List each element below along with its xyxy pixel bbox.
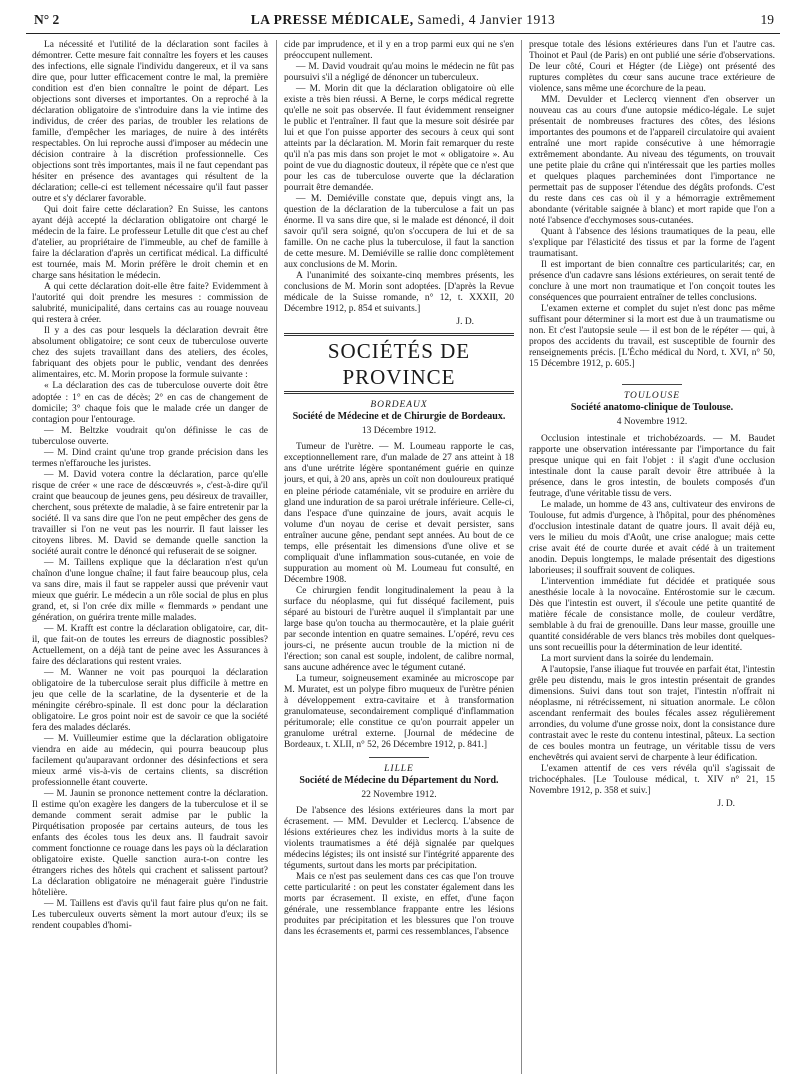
column-1: [32, 40, 268, 1074]
paragraph: Il y a des cas pour lesquels la déclaration devrait être absolument obligatoire; ce sont ceux de tuberculose ouverte chez des sujets travaillant dans des ateliers, des écoles, fabriquant des objets pour le public, vendant des denrées alimentaires, etc. M. Morin propose la formule suivante :: [32, 326, 268, 381]
paragraph: « La déclaration des cas de tuberculose ouverte doit être adoptée : 1° en cas de décès; 2° en cas de changement de domicile; 3° chaque fois que le malade crée un danger de contagion pour l'entourage.: [32, 381, 268, 425]
session-date: 13 Décembre 1912.: [361, 426, 437, 437]
paragraph: cide par imprudence, et il y en a trop parmi eux qui ne s'en préoccupent nullement.: [284, 40, 514, 62]
column-2: [284, 40, 514, 1074]
signature: J. D.: [456, 317, 474, 328]
paragraph: — M. Taillens est d'avis qu'il faut faire plus qu'on ne fait. Les tuberculeux ouverts sèment la mort autour d'eux; ils se rendent coupables d'homi-: [32, 899, 268, 932]
paragraph: — M. David votera contre la déclaration, parce qu'elle risque de créer « une race de déscœuvrés », c'est-à-dire qu'il craint que beaucoup de jeunes gens, peu désireux de travailler, cherchent, sous prétexte de maladie, à se faire entretenir par la société. Il va sans dire que l'on ne peut empêcher des gens de travailler si l'on ne veut pas les nourrir. Il faut laisser les citoyens libres. M. David se demande quelle sanction la société aurait contre le dénoncé qui refuserait de se soigner.: [32, 469, 268, 557]
column-divider: [521, 40, 522, 1074]
page-number: 19: [760, 12, 774, 27]
session-date: 22 Novembre 1912.: [361, 789, 437, 800]
paragraph: De l'absence des lésions extérieures dans la mort par écrasement. — MM. Devulder et Leclercq. L'absence de lésions extérieures chez les individus morts à la suite de violents traumatismes a été déjà signalée par quelques médecins légistes; ils ont insisté sur l'intégrité apparente des téguments, surtout dans les morts par précipitation.: [284, 805, 514, 871]
paragraph: L'intervention immédiate fut décidée et pratiquée sous anesthésie locale à la novocaïne. Entérostomie sur le cæcum. Dès que l'intestin est ouvert, il s'écoule une petite quantité de matière fécale de consistance molle, de couleur verdâtre, semblable à du frai de grenouille. Dans leur masse, grouille une quantité considérable de vers blancs très mobiles dont quelques-uns sont recueillis pour la détermination de leur identité.: [529, 576, 775, 653]
session-date: 4 Novembre 1912.: [616, 417, 688, 428]
paragraph: MM. Devulder et Leclercq viennent d'en observer un nouveau cas au cours d'une autopsie médico-légale. Le sujet présentait de nombreuses fractures des côtes, des lésions importantes des poumons et de l'appareil circulatoire qui avaient entraîné une mort rapide consécutive à une hémorragie extrêmement abondante. Au niveau des téguments, on trouvait une petite plaie du crâne qui n'intéressait que les parties molles et quelques plaques parcheminées dont l'importance ne permettait pas de supposer l'étendue des dégâts profonds. C'est du reste dans ces cas où il y a hémorragie extrêmement abondante (véritable saignée à blanc) et mort rapide que l'on a noté l'absence d'ecchymoses sous-cutanées.: [529, 95, 775, 227]
paragraph: Il est important de bien connaître ces particularités; car, en présence d'un cadavre sans lésions extérieures, on serait tenté de conclure à une mort non traumatique et l'on conçoit toutes les conséquences que pourraient entraîner de telles conclusions.: [529, 260, 775, 304]
paragraph: L'examen externe et complet du sujet n'est donc pas même suffisant pour déterminer si la mort est due à un traumatisme ou non. Et c'est l'autopsie seule — il est bon de le répéter — qui, à propos des accidents du travail, est susceptible de fournir des renseignements précis. [L'Écho médical du Nord, t. XVI, n° 50, 15 Décembre 1912, p. 605.]: [529, 304, 775, 370]
paragraph: — M. Taillens explique que la déclaration n'est qu'un chaînon d'une longue chaîne; il faut faire beaucoup plus, cela va sans dire, mais il faut se rappeler aussi que prévenir vaut mieux que guérir. Le médecin a un rôle social de plus en plus grand, et, si l'on crée dix mille « flemmards » pendant une génération, on guérira trente mille malades.: [32, 557, 268, 623]
society-name: Société de Médecine et de Chirurgie de Bordeaux.: [292, 411, 506, 423]
signature: J. D.: [717, 799, 735, 810]
column-3: [529, 40, 775, 1074]
paragraph: La tumeur, soigneusement examinée au microscope par M. Muratet, est un polype fibro muqueux de l'urètre pénien à développement extra-cavitaire et à transformation granulomateuse, secondairement compliqué d'inflammation péritumorale; elle constitue ce qu'on pourrait appeler un granulome urétral externe. [Journal de médecine de Bordeaux, t. XLII, n° 52, 26 Décembre 1912, p. 841.]: [284, 673, 514, 750]
journal-name: LA PRESSE MÉDICALE,: [250, 12, 414, 27]
paragraph: Qui doit faire cette déclaration? En Suisse, les cantons ayant déjà accepté la déclaration obligatoire ont chargé le médecin de la faire. Le professeur Letulle dit que c'est au chef d'atelier, au propriétaire de l'immeuble, au chef de famille à faire la déclaration d'après un certificat médical. La difficulté est tournée, mais M. Morin préfère le droit chemin et en charge sans hésitation le médecin.: [32, 205, 268, 282]
paragraph: — M. Wanner ne voit pas pourquoi la déclaration obligatoire de la tuberculose serait plus difficile à mettre en jeu que celle de la scarlatine, de la dysenterie et de la méningite cérébro-spinale. Il est donc pour la déclaration obligatoire. Le gros point noir est de savoir ce que la société fera des malades déclarés.: [32, 667, 268, 733]
paragraph: A qui cette déclaration doit-elle être faite? Evidemment à l'autorité qui doit prendre les mesures : commission de salubrité, municipalité, dans certains cas au rouage nouveau qui restera à créer.: [32, 282, 268, 326]
issue-date: Samedi, 4 Janvier 1913: [417, 12, 556, 27]
paragraph: — M. Beltzke voudrait qu'on définisse le cas de tuberculose ouverte.: [32, 425, 268, 447]
paragraph: Ce chirurgien fendit longitudinalement la peau à la surface du néoplasme, qui fut disséqué facilement, puis séparé au bistouri de l'urètre auquel il s'implantait par une large base qu'on toucha au thermocautère, et la plaie guérit par seconde intention en quatre semaines. L'opéré, revu ces jours-ci, ne présente aucun trouble de la miction ni de l'érection; son canal est souple, indolent, de calibre normal, sans aucune adhérence avec le tégument cutané.: [284, 585, 514, 673]
journal-title: [26, 12, 780, 28]
paragraph: Occlusion intestinale et trichobézoards. — M. Baudet rapporte une observation intéressante par l'importance du fait presque unique qui en fait l'objet : il s'agit d'une occlusion intestinale dont la cause paraît devoir être attribuée à la présence, dans le gros intestin, de boulets composés d'un feutrage, d'une véritable tissu de vers.: [529, 433, 775, 499]
paragraph: La mort survient dans la soirée du lendemain.: [541, 653, 714, 664]
paragraph: A l'autopsie, l'anse iliaque fut trouvée en parfait état, l'intestin grêle peu distendu, mais le gros intestin présentait de grandes dimensions. Suivi dans tout son trajet, l'intestin n'offrait ni néoplasme, ni rétrécissement, ni situation anormale. Le côlon ascendant renfermait des boules fécales assez régulièrement arrondies, du volume d'une grosse noix, dont la consistance dure contrastait avec le reste du contenu intestinal, pâteux. La section de ces boules montra un feutrage, un véritable tissu de vers enchevêtrés qui avaient servi de charpente à leur édification.: [529, 664, 775, 763]
city-heading: LILLE: [384, 763, 414, 774]
paragraph: Mais ce n'est pas seulement dans ces cas que l'on trouve cette particularité : on peut les constater également dans les morts par écrasement. Il existe, en effet, d'une façon générale, une ressemblance frappante entre les lésions produites par précipitation et les blessures que l'on trouve dans les écrasements et, parmi ces ressemblances, l'absence: [284, 872, 514, 938]
city-heading: TOULOUSE: [623, 391, 681, 402]
paragraph: — M. Jaunin se prononce nettement contre la déclaration. Il estime qu'on exagère les dangers de la tuberculose et il se demande comment serait admise par le public la Pirquétisation proposée par certains auteurs, de tous les enfants des écoles tous les deux ans. Il faudrait savoir comment fonctionne ce rouage dans les pays où la déclaration obligatoire existe. Quelle sanction aura-t-on contre les étrangers riches des hôtels qui crachent et salissent partout? La déclaration obligatoire ne ménagerait guère l'industrie hôtelière.: [32, 789, 268, 899]
paragraph: — M. Dind craint qu'une trop grande précision dans les termes n'effarouche les juristes.: [32, 447, 268, 469]
section-rule: [622, 384, 682, 385]
paragraph: — M. David voudrait qu'au moins le médecin ne fût pas poursuivi s'il a négligé de dénoncer un tuberculeux.: [284, 62, 514, 84]
paragraph: L'examen attentif de ces vers révéla qu'il s'agissait de trichocéphales. [Le Toulouse médical, t. XIV n° 21, 15 Novembre 1912, p. 358 et suiv.]: [529, 763, 775, 796]
issue-number: N° 2: [34, 12, 60, 27]
header-rule: [26, 33, 780, 34]
paragraph: La nécessité et l'utilité de la déclaration sont faciles à démontrer. Cette mesure fait connaître les foyers et les causes des infections, elle signale l'individu dangereux, et il va sans dire que, pour lutter efficacement contre le mal, la première condition est d'en bien connaître le point de départ. Les objections sont diverses et importantes. On a reproché à la déclaration obligatoire de s'introduire dans la vie intime des individus, de créer des parias, de troubler les relations de famille, d'empêcher les mariages, de nuire à des intérêts respectables. On lui reproche aussi d'imposer au médecin une décision contraire à la discrétion professionnelle. Ces objections sont très importantes, mais il ne faut cependant pas hésiter en présence des avantages qui résultent de la déclaration; celle-ci est tellement nécessaire qu'il faut passer outre et s'y déclarer favorable.: [32, 40, 268, 205]
page-header: [26, 10, 780, 30]
society-name: Société de Médecine du Département du Nord.: [299, 774, 499, 786]
paragraph: A l'unanimité des soixante-cinq membres présents, les conclusions de M. Morin sont adoptées. [D'après la Revue médicale de la Suisse romande, n° 12, t. XXXII, 20 Décembre 1912, p. 854 et suivants.]: [284, 271, 514, 315]
paragraph: Tumeur de l'urètre. — M. Loumeau rapporte le cas, exceptionnellement rare, d'un malade de 27 ans atteint à 18 ans d'une urétrite légère spontanément guérie en quinze jours, et qui, à 20 ans, après un coït non douloureux pratiqué en pleine période cataméniale, vit se produire en arrière du gland une induration de sa paroi urétrale inférieure. Celle-ci, dans l'espace d'une quinzaine de jours, avait acquis le volume d'un noyau de cerise et devait persister, sans entraîner aucune gêne, pendant sept années. Au bout de ce temps, elle présentait les dimensions d'une olive et se compliquait d'une inflammation sous-cutanée, en voie de suppuration au moment où M. Loumeau fut consulté, en Décembre 1908.: [284, 442, 514, 585]
paragraph: — M. Krafft est contre la déclaration obligatoire, car, dit-il, que fait-on de toutes les erreurs de diagnostic possibles? Actuellement, on a déjà tant de peine avec les Assurances à faire des déclarations qui restent vraies.: [32, 623, 268, 667]
paragraph: — M. Morin dit que la déclaration obligatoire où elle existe a très bien réussi. A Berne, le corps médical regrette qu'elle ne soit pas observée. Il faut évidemment renseigner le public et l'entraîner. Il faut que la mesure soit désirée par lui et que l'on puisse apporter des secours à ceux qui sont atteints par la déclaration. M. Morin fait remarquer du reste qu'il n'a pas mis dans son projet le mot « obligatoire ». Au point de vue du diagnostic douteux, il répète que ce n'est que pour les cas de tuberculose ouverte que la déclaration pourrait être demandée.: [284, 84, 514, 194]
paragraph: presque totale des lésions extérieures dans l'un et l'autre cas. Thoinot et Paul (de Paris) en ont publié une série d'observations. De leur côté, Couri et Hégter (de Liège) ont présenté des ruptures complètes du cœur sans aucune trace extérieure de violence, sans même une écorchure de la peau.: [529, 40, 775, 95]
paragraph: Quant à l'absence des lésions traumatiques de la peau, elle s'explique par l'élasticité des tissus et par la forme de l'agent traumatisant.: [529, 227, 775, 260]
city-heading: BORDEAUX: [370, 400, 428, 411]
society-name: Société anatomo-clinique de Toulouse.: [570, 402, 734, 414]
paragraph: Le malade, un homme de 43 ans, cultivateur des environs de Toulouse, fut admis d'urgence, à l'hôpital, pour des phénomènes d'occlusion intestinale datant de quatre jours. Il avait déjà eu, vers le milieu du mois d'Août, une crise analogue; mais cette crise avait été de courte durée et avait cédé à un traitement anodin. Depuis longtemps, le malade présentait des digestions laborieuses; il souffrait souvent de coliques.: [529, 499, 775, 576]
section-rule: [369, 757, 429, 758]
column-divider: [276, 40, 277, 1074]
section-banner: SOCIÉTÉS DE PROVINCE: [284, 333, 514, 394]
paragraph: — M. Demiéville constate que, depuis vingt ans, la question de la déclaration de la tuberculose a fait un pas énorme. Il va sans dire que, si le malade est dénoncé, il doit savoir qu'il sera soigné, qu'on s'occupera de lui et de sa famille. On ne cache plus la tuberculose, il faut la sanction de cette mesure. M. Demiéville se rallie donc complètement aux conclusions de M. Morin.: [284, 194, 514, 271]
paragraph: — M. Vuilleumier estime que la déclaration obligatoire viendra en aide au médecin, qui pourra beaucoup plus facilement qu'auparavant ordonner des désinfections et sera mieux armé vis-à-vis de certains clients, sa discrétion professionnelle étant couverte.: [32, 733, 268, 789]
